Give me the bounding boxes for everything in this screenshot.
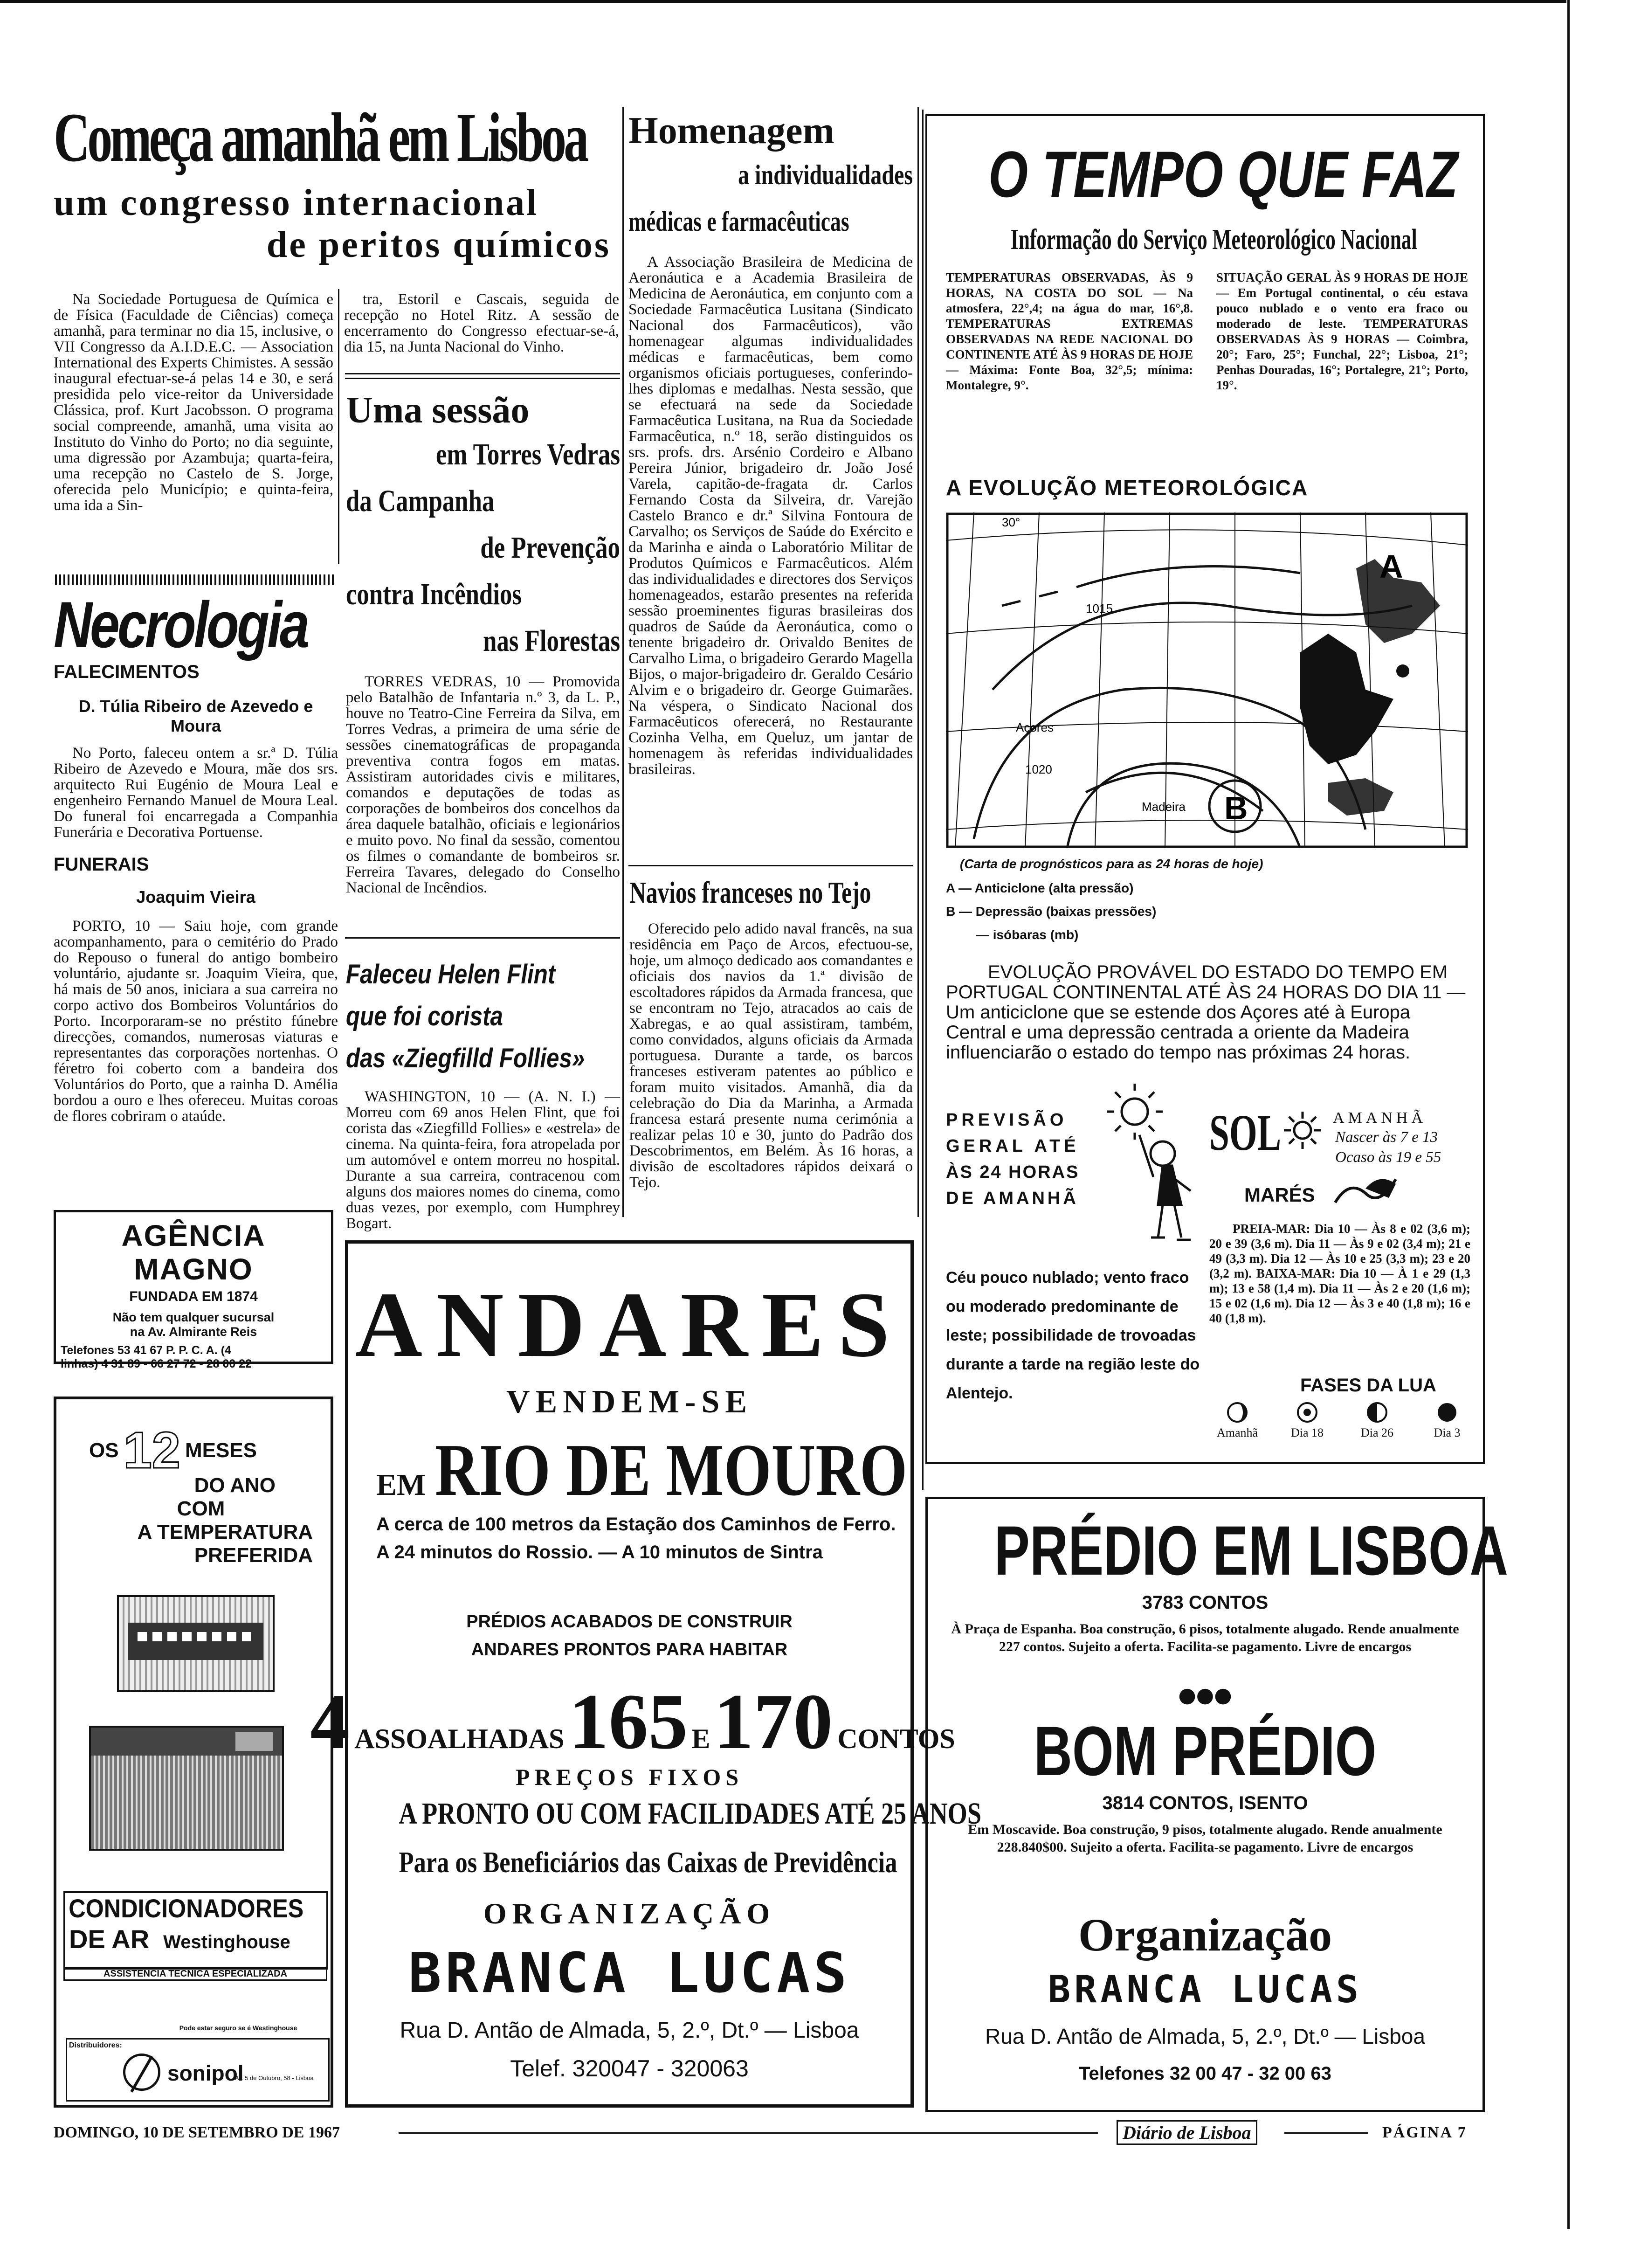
funerais-heading: FUNERAIS (54, 854, 149, 875)
andares-contos: CONTOS (837, 1723, 955, 1754)
andares-165: 165 (569, 1678, 688, 1765)
tempo-right: SITUAÇÃO GERAL ÀS 9 HORAS DE HOJE — Em Portugal continental, o céu estava pouco nublado e o vento era fraco ou moderado de leste. TEMPERATURAS OBSERVADAS ÀS 9 HORAS — Coimbra, 20°; Faro, 25°; Funchal, 22°; Lisboa, 21°; Penhas Douradas, 16°; Portalegre, 21°; Porto, 19°. (1216, 270, 1468, 392)
andares-pronto: A PRONTO OU COM FACILIDADES ATÉ 25 ANOS (399, 1797, 981, 1831)
pode-estar: Pode estar seguro se é Westinghouse (179, 2024, 297, 2032)
prev-1: PREVISÃO (946, 1110, 1068, 1130)
cond-line1: CONDICIONADORES (69, 1894, 304, 1923)
homenagem-t3: médicas e farmacêuticas (628, 206, 849, 237)
footer-page: PÁGINA 7 (1382, 2124, 1467, 2141)
waves-icon (1333, 1170, 1398, 1207)
flint-text: WASHINGTON, 10 — (A. N. I.) — Morreu com 69 anos Helen Flint, que foi corista das «Ziegfilld Follies» e «estrela» de cinema. Na quinta-feira, fora atropelada por um automóvel e ontem morreu no hospital. Durante a sua carreira, contracenou com alguns dos maiores nomes do cinema, como duas vezes, por exemplo, com Humphrey Bogart. (346, 1088, 620, 1232)
andares-t1: ANDARES (355, 1273, 904, 1376)
congresso-sub2: de peritos químicos (266, 224, 611, 265)
moon-phase-2 (1277, 1401, 1338, 1440)
weather-map (946, 512, 1468, 848)
predio-d1: À Praça de Espanha. Boa construção, 6 pisos, totalmente alugado. Rende anualmente 227 contos. Sujeito a oferta. Facilita-se pagamento. Livre de encargos (951, 1621, 1459, 1654)
congresso-col-rule (338, 289, 339, 564)
flint-top-rule (345, 937, 620, 939)
andares-tel: Telef. 320047 - 320063 (510, 2055, 749, 2081)
prev-2: GERAL ATÉ (946, 1136, 1080, 1156)
legend-isobar: — isóbaras (mb) (976, 927, 1079, 942)
prev-3: ÀS 24 HORAS (946, 1162, 1080, 1182)
homenagem-t1: Homenagem (628, 109, 834, 152)
legend-b: B — Depressão (baixas pressões) (946, 904, 1157, 919)
ad-pref: PREFERIDA (194, 1544, 313, 1567)
sonipol-box (66, 2038, 330, 2102)
torres-t6: nas Florestas (483, 624, 620, 658)
ad-com: COM (177, 1497, 225, 1520)
sonipol-name: sonipol (167, 2061, 244, 2085)
predio-t1: PRÉDIO EM LISBOA (994, 1511, 1508, 1590)
congresso-headline: Começa amanhã em Lisboa (54, 99, 586, 176)
flint-t3: das «Ziegfilld Follies» (346, 1043, 585, 1073)
andares-place-row (376, 1428, 908, 1511)
westinghouse-ad (54, 1397, 333, 2108)
andares-t2: VENDEM-SE (506, 1384, 753, 1420)
predio-ad (925, 1497, 1508, 2112)
sol-label: SOL (1209, 1104, 1282, 1161)
moon-phases (1207, 1401, 1477, 1440)
magno-l1: Não tem qualquer sucursal (112, 1310, 275, 1324)
moon-date-3: Dia 26 (1360, 1426, 1394, 1439)
predio-t2: BOM PRÉDIO (1034, 1712, 1377, 1790)
predio-c1: 3783 CONTOS (1142, 1592, 1269, 1613)
prev-4: DE AMANHÃ (946, 1189, 1079, 1208)
sol-ocaso: Ocaso às 19 e 55 (1335, 1149, 1441, 1166)
moon-new-icon (1435, 1401, 1459, 1424)
magno-founded: FUNDADA EM 1874 (129, 1289, 258, 1304)
torres-top-rule (345, 378, 620, 379)
fases-label: FASES DA LUA (1300, 1375, 1436, 1396)
magno-l4: linhas) 4 31 89 - 66 27 72 - 28 00 22 (61, 1357, 252, 1370)
moon-crescent-icon (1226, 1401, 1249, 1424)
andares-em: EM (376, 1468, 426, 1502)
map-isobar-1015 (1086, 602, 1113, 615)
necro-name2: Joaquim Vieira (136, 887, 255, 906)
magno-l2: na Av. Almirante Reis (130, 1325, 257, 1339)
svg-text:30°: 30° (1002, 515, 1020, 529)
ad-meses: MESES (185, 1439, 257, 1462)
torres-text: TORRES VEDRAS, 10 — Promovida pelo Batalhão de Infantaria n.º 3, da L. P., houve no Teatro-Cine Ferreira da Silva, em Torres Vedras, a primeira de uma série de sessões cinematográficas de propaganda preventiva contra fogos em matas. Assistiram autoridades civis e militares, comandos e deputações de todas as corporações de bombeiros dos concelhos da área daquele batalhão, oficiais e legionários e muito povo. No final da sessão, comentou os filmes o comandante de bombeiros sr. Ferreira Tavares, delegado do Conselho Nacional de Incêndios. (346, 673, 620, 896)
evol-text: EVOLUÇÃO PROVÁVEL DO ESTADO DO TEMPO EM PORTUGAL CONTINENTAL ATÉ ÀS 24 HORAS DO DIA 11 — Um anticiclone que se estende dos Açores até à Europa Central e uma depressão centrada a oriente da Madeira influenciarão o estado do tempo nas próximas 24 horas. (946, 962, 1466, 1063)
moon-phase-4 (1417, 1401, 1477, 1440)
navios-title: Navios franceses no Tejo (629, 876, 871, 910)
ad-twelve: 12 (123, 1422, 180, 1479)
andares-ad (310, 1240, 981, 2108)
tempo-subtitle: Informação do Serviço Meteorológico Nacional (1010, 224, 1417, 256)
top-rule (0, 0, 1566, 3)
congresso-article (54, 99, 611, 266)
svg-text:1020: 1020 (1025, 762, 1052, 776)
andares-assoalhadas: ASSOALHADAS (354, 1723, 565, 1754)
andares-brand: BRANCA LUCAS (408, 1941, 851, 2005)
ad-do-ano: DO ANO (194, 1474, 276, 1497)
svg-text:B: B (1224, 790, 1248, 826)
moon-date-1: Amanhã (1216, 1426, 1258, 1439)
tempo-title: O TEMPO QUE FAZ (988, 138, 1458, 211)
cond-box (63, 1891, 328, 1970)
dotted-separator (55, 574, 335, 585)
sonipol-dist: Distribuidores: (69, 2041, 122, 2049)
predio-org: Organização (1078, 1909, 1332, 1961)
map-isobar-1020 (1025, 762, 1052, 776)
tempo-left-rule (922, 110, 924, 1490)
andares-l2: A 24 minutos do Rossio. — A 10 minutos de Sintra (376, 1542, 823, 1563)
necrologia-article (54, 590, 338, 1124)
andares-l4: ANDARES PRONTOS PARA HABITAR (471, 1640, 788, 1660)
footer-date: DOMINGO, 10 DE SETEMBRO DE 1967 (54, 2124, 340, 2141)
moon-waning-icon (1365, 1401, 1389, 1424)
moon-phase-1 (1207, 1401, 1268, 1440)
cond-line2: DE AR (69, 1924, 150, 1954)
congresso-sub1: um congresso internacional (54, 182, 539, 223)
predio-dots: ●●● (1178, 1683, 1232, 1707)
ad-os: OS (89, 1439, 119, 1462)
andares-n4: 4 (310, 1678, 350, 1765)
map-madeira-label (1142, 800, 1186, 814)
map-anticyclone-label (1379, 548, 1403, 585)
air-conditioner-image-2 (89, 1726, 284, 1851)
flint-t2: que foi corista (346, 1001, 503, 1031)
svg-text:Açores: Açores (1016, 720, 1054, 734)
andares-addr: Rua D. Antão de Almada, 5, 2.º, Dt.º — Lisboa (400, 2018, 859, 2043)
prev-text: Céu pouco nublado; vento fraco ou moderado predominante de leste; possibilidade de trovoadas durante a tarde na região leste do Alentejo. (946, 1269, 1200, 1402)
flint-t1: Faleceu Helen Flint (346, 959, 556, 989)
col-rule-b (917, 107, 919, 1217)
sonipol-logo (123, 2054, 160, 2091)
predio-addr: Rua D. Antão de Almada, 5, 2.º, Dt.º — Lisboa (985, 2024, 1425, 2048)
torres-article (346, 389, 620, 896)
necro-text1: No Porto, faleceu ontem a sr.ª D. Túlia Ribeiro de Azevedo e Moura, mãe dos srs. arquitecto Rui Eugénio de Moura Leal e engenheiro Fernando Manuel de Moura Leal. Do funeral foi encarregada a Companhia Funerária e Decorativa Portuense. (54, 745, 338, 841)
tempo-left: TEMPERATURAS OBSERVADAS, ÀS 9 HORAS, NA COSTA DO SOL — Na atmosfera, 22°,4; na água do mar, 16°,8. TEMPERATURAS EXTREMAS OBSERVADAS NA REDE NACIONAL DO CONTINENTE ATÉ ÀS 9 HORAS DE HOJE — Máxima: Fonte Boa, 32°,5; mínima: Montalegre, 9°. (946, 270, 1193, 392)
predio-brand: BRANCA LUCAS (1048, 1968, 1362, 2011)
sol-nascer: Nascer às 7 e 13 (1335, 1129, 1438, 1146)
homenagem-article (628, 110, 913, 777)
footer-rule-1 (399, 2132, 1098, 2134)
mares-label: MARÉS (1244, 1184, 1315, 1206)
svg-text:Madeira: Madeira (1142, 800, 1186, 814)
evol-title: A EVOLUÇÃO METEOROLÓGICA (946, 476, 1309, 500)
svg-text:A: A (1379, 548, 1403, 585)
footer-rule-2 (1284, 2132, 1368, 2134)
map-lat-label (1002, 515, 1020, 529)
sol-amanha: AMANHÃ (1333, 1109, 1427, 1127)
flint-article (346, 954, 620, 1231)
ad-headline (89, 1422, 313, 1567)
homenagem-text: A Associação Brasileira de Medicina de Aeronáutica e a Academia Brasileira de Medicina de Aeronáutica, em conjunto com a Sociedade Farmacêutica Lusitana (Sindicato Nacional dos Farmacêuticos), vão homenagear algumas individualidades médicas e farmacêuticas, bem como organismos oficiais portugueses, conferindo-lhes diplomas e medalhas. Nesta sessão, que se efectuará na sede da Sociedade Farmacêutica Lusitana, na Rua da Sociedade Farmacêutica, n.º 18, serão distinguidos os srs. profs. drs. Arsénio Cordeiro e Albano Pereira Júnior, brigadeiro dr. João José Varela, capitão-de-fragata dr. Carlos Fernando Costa da Silveira, dr. Varejão Castelo Branco e dr.ª Silvina Fontoura de Carvalho; os Serviços de Saúde do Exército e da Marinha e ainda o Laboratório Militar de Produtos Químicos e Farmacêuticos. Além das individualidades e directores dos Serviços homenageados, estarão presentes na referida sessão proeminentes figuras brasileiras dos quadros de Saúde da Aeronáutica, como o tenente brigadeiro dr. Orivaldo Benites de Carvalho Lima, o brigadeiro Gerardo Magella Bijos, o major-brigadeiro dr. Geraldo Cesário Alvim e o brigadeiro dr. George Guimarães. Na véspera, o Sindicato Nacional dos Farmacêuticos oferecerá, no Restaurante Cozinha Velha, em Queluz, um jantar de homenagem às referidas individualidades brasileiras. (628, 254, 913, 778)
map-azores-label (1016, 720, 1054, 734)
magno-title: AGÊNCIA MAGNO (121, 1219, 266, 1286)
legend-a: A — Anticiclone (alta pressão) (946, 881, 1134, 895)
svg-text:1015: 1015 (1086, 602, 1113, 615)
torres-t1: Uma sessão (346, 390, 530, 431)
andares-benef: Para os Beneficiários das Caixas de Previdência (399, 1846, 897, 1879)
torres-t2: em Torres Vedras (435, 437, 620, 471)
cond-brand: Westinghouse (163, 1932, 290, 1952)
map-caption: (Carta de prognósticos para as 24 horas de hoje) (960, 857, 1263, 871)
map-depression-label (1224, 790, 1248, 826)
congresso-col1: Na Sociedade Portuguesa de Química e de Física (Faculdade de Ciências) começa amanhã, para terminar no dia 15, inclusive, o VII Congresso da A.I.D.E.C. — Association International des Experts Chimistes. A sessão inaugural efectuar-se-á pelas 14 e 30, e será presidida pelo vice-reitor da Universidade Clássica, prof. Kurt Jacobsson. O programa social compreende, amanhã, uma visita ao Instituto do Vinho do Porto; no dia seguinte, uma digressão por Azambuja; quarta-feira, uma recepção no Castelo de S. Jorge, oferecida pelo Município; e quinta-feira, uma ida a Sin- (54, 291, 333, 514)
tempo-box (925, 114, 1485, 1464)
navios-article (629, 874, 913, 1190)
falecimentos-heading: FALECIMENTOS (54, 662, 200, 682)
homenagem-t2: a individualidades (738, 159, 913, 190)
necro-text2: PORTO, 10 — Saiu hoje, com grande acompanhamento, para o cemitério do Prado do Repouso o funeral do antigo bombeiro voluntário, ajudante sr. Joaquim Vieira, que, há mais de 50 anos, iniciara a sua carreira no corpo activo dos Bombeiros Voluntários do Porto. Incorporaram-se no préstito fúnebre direcções, comandos, numerosas viaturas e representantes das corporações nortenhas. O féretro foi coberto com a bandeira dos Voluntários do Porto, que a rainha D. Amélia bordou a ouro e lhes ofereceu. Muitas coroas de flores cobriram o ataúde. (54, 918, 338, 1125)
torres-t4: de Prevenção (480, 531, 620, 565)
moon-date-4: Dia 3 (1434, 1426, 1461, 1439)
footer-paper: Diário de Lisboa (1117, 2120, 1257, 2145)
andares-l3: PRÉDIOS ACABADOS DE CONSTRUIR (466, 1612, 793, 1632)
previsao-block (946, 1107, 1114, 1211)
moon-phase-3 (1347, 1401, 1407, 1440)
andares-fixos: PREÇOS FIXOS (515, 1764, 744, 1790)
predio-tel: Telefones 32 00 47 - 32 00 63 (1079, 2063, 1331, 2084)
congresso-col2-rule (345, 373, 620, 374)
moon-date-2: Dia 18 (1290, 1426, 1324, 1439)
necro-name1: D. Túlia Ribeiro de Azevedo e Moura (78, 697, 313, 735)
andares-e: E (691, 1723, 710, 1754)
air-conditioner-image-1 (117, 1595, 275, 1692)
magno-l3: Telefones 53 41 67 P. P. C. A. (4 (61, 1344, 231, 1357)
congresso-col2: tra, Estoril e Cascais, seguida de recepção no Hotel Ritz. A sessão de encerramento do Congresso efectuar-se-á, dia 15, na Junta Nacional do Vinho. (344, 291, 619, 355)
andares-l1: A cerca de 100 metros da Estação dos Caminhos de Ferro. (376, 1514, 896, 1535)
sun-icon (1282, 1109, 1324, 1151)
andares-price-row (310, 1678, 955, 1765)
mares-text: PREIA-MAR: Dia 10 — Às 8 e 02 (3,6 m); 20 e 39 (3,6 m). Dia 11 — Às 9 e 02 (3,4 m); 21 e 49 (3,3 m). Dia 12 — Às 10 e 25 (3,3 m); 23 e 20 (3,2 m). BAIXA-MAR: Dia 10 — À 1 e 29 (1,3 m); 13 e 58 (1,4 m). Dia 11 — Às 2 e 20 (1,6 m); 15 e 02 (1,6 m). Dia 12 — Às 3 e 40 (1,8 m); 16 e 40 (1,8 m). (1209, 1222, 1470, 1325)
right-edge-rule (1567, 0, 1570, 2229)
magno-ad (54, 1210, 333, 1370)
navios-text: Oferecido pelo adido naval francês, na sua residência em Paço de Arcos, efectuou-se, hoje, um almoço dedicado aos comandantes e oficiais dos navios da 1.ª divisão de escoltadores rápidos da Armada francesa, que se encontram no Tejo, atracados ao cais de Xabregas, e ao qual assistiram, também, como convidados, alguns oficiais da Armada portuguesa. Durante a tarde, os barcos franceses estiveram patentes ao público e foram muito visitados. Amanhã, dia da celebração do Dia da Marinha, a Armada francesa estará presente numa cerimónia a realizar pelas 10 e 30, junto do Padrão dos Descobrimentos, em Belém. Às 16 horas, a divisão de escoltadores rápidos deixará o Tejo. (629, 920, 913, 1191)
andares-170: 170 (714, 1678, 833, 1765)
navios-top-rule (628, 865, 913, 866)
predio-d2: Em Moscavide. Boa construção, 9 pisos, totalmente alugado. Rende anualmente 228.840$00. Sujeito a oferta. Facilita-se pagamento. Livre de encargos (968, 1822, 1442, 1855)
sonipol-addr: Av. 5 de Outubro, 58 - Lisboa (235, 2074, 314, 2081)
predio-c2: 3814 CONTOS, ISENTO (1102, 1793, 1308, 1813)
torres-t5: contra Incêndios (346, 577, 522, 611)
moon-full-icon (1296, 1401, 1319, 1424)
andares-org: ORGANIZAÇÃO (483, 1897, 776, 1930)
ad-a-temp: A TEMPERATURA (137, 1521, 313, 1543)
col-rule-a (622, 107, 624, 1217)
child-sun-illustration (1107, 1084, 1209, 1256)
andares-place: RIO DE MOURO (435, 1428, 908, 1511)
footer (54, 2124, 1559, 2147)
cond-assist: ASSISTÊNCIA TÉCNICA ESPECIALIZADA (63, 1967, 327, 1981)
necrologia-title: Necrologia (54, 588, 308, 661)
torres-t3: da Campanha (346, 484, 495, 518)
